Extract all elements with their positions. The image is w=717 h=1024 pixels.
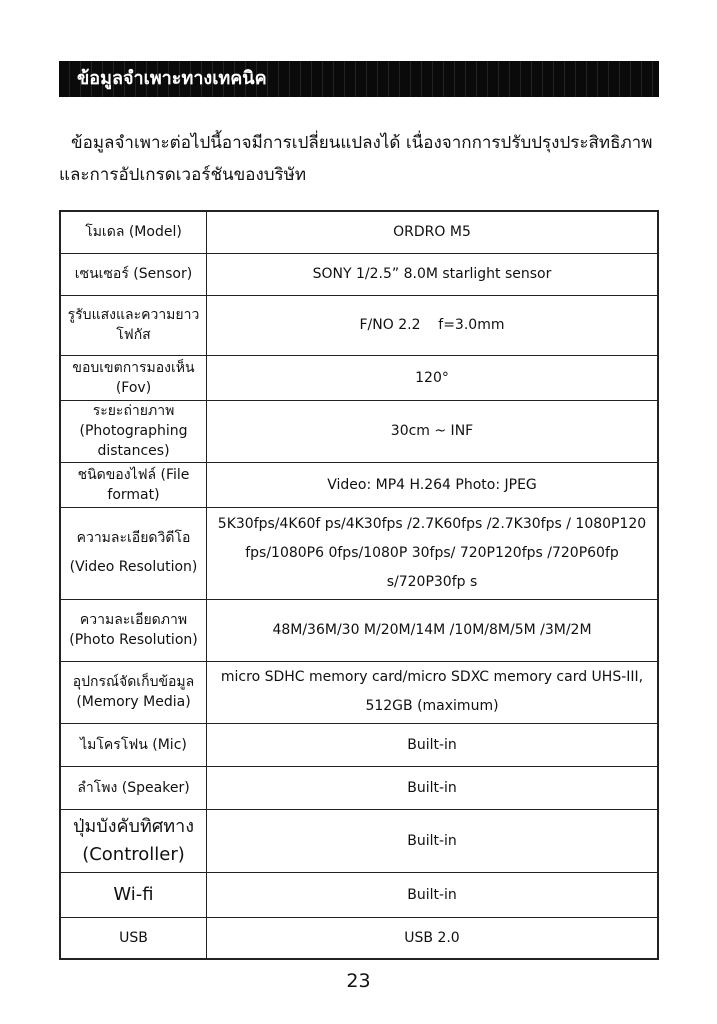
- spec-label: USB: [60, 917, 207, 959]
- table-row: [60, 917, 658, 959]
- spec-value: Built-in: [207, 872, 659, 917]
- table-row: [60, 400, 658, 462]
- spec-value: Video: MP4 H.264 Photo: JPEG: [207, 462, 659, 507]
- table-row: [60, 253, 658, 295]
- table-row: [60, 766, 658, 809]
- table-row: [60, 507, 658, 599]
- table-row: [60, 809, 658, 872]
- spec-label: ไมโครโฟน (Mic): [60, 723, 207, 766]
- section-header-bar: [59, 61, 659, 97]
- table-row: [60, 723, 658, 766]
- spec-label: อุปกรณ์จัดเก็บข้อมูล (Memory Media): [60, 661, 207, 723]
- spec-value: ORDRO M5: [207, 211, 659, 253]
- table-row: [60, 872, 658, 917]
- table-row: [60, 355, 658, 400]
- spec-label: ความละเอียดวิดีโอ (Video Resolution): [60, 507, 207, 599]
- table-row: [60, 211, 658, 253]
- spec-value: 120°: [207, 355, 659, 400]
- spec-value: 48M/36M/30 M/20M/14M /10M/8M/5M /3M/2M: [207, 599, 659, 661]
- table-row: [60, 661, 658, 723]
- spec-label: รูรับแสงและความยาวโฟกัส: [60, 295, 207, 355]
- spec-label: Wi-fi: [60, 872, 207, 917]
- spec-value: SONY 1/2.5” 8.0M starlight sensor: [207, 253, 659, 295]
- spec-value: Built-in: [207, 766, 659, 809]
- spec-value: Built-in: [207, 809, 659, 872]
- intro-paragraph: ข้อมูลจำเพาะต่อไปนี้อาจมีการเปลี่ยนแปลงได้ เนื่องจากการปรับปรุงประสิทธิภาพและการอัปเกรดเวอร์ชันของบริษัท: [59, 133, 653, 185]
- spec-value: 30cm ~ INF: [207, 400, 659, 462]
- spec-label: ปุ่มบังคับทิศทาง (Controller): [60, 809, 207, 872]
- spec-value: micro SDHC memory card/micro SDXC memory card UHS-III, 512GB (maximum): [207, 661, 659, 723]
- spec-value: USB 2.0: [207, 917, 659, 959]
- spec-value: Built-in: [207, 723, 659, 766]
- section-title: ข้อมูลจำเพาะทางเทคนิค: [77, 68, 267, 89]
- spec-value: 5K30fps/4K60f ps/4K30fps /2.7K60fps /2.7K30fps / 1080P120 fps/1080P6 0fps/1080P 30fps/ 720P120fps /720P60fp s/720P30fp s: [207, 507, 659, 599]
- page-number: 23: [346, 970, 371, 992]
- spec-label: ความละเอียดภาพ (Photo Resolution): [60, 599, 207, 661]
- spec-label: โมเดล (Model): [60, 211, 207, 253]
- table-row: [60, 599, 658, 661]
- spec-label: เซนเซอร์ (Sensor): [60, 253, 207, 295]
- spec-label: ชนิดของไฟล์ (File format): [60, 462, 207, 507]
- spec-value: F/NO 2.2 f=3.0mm: [207, 295, 659, 355]
- spec-table: [59, 210, 659, 960]
- table-row: [60, 295, 658, 355]
- spec-label: ระยะถ่ายภาพ (Photographing distances): [60, 400, 207, 462]
- spec-label: ขอบเขตการมองเห็น (Fov): [60, 355, 207, 400]
- table-row: [60, 462, 658, 507]
- spec-label: ลำโพง (Speaker): [60, 766, 207, 809]
